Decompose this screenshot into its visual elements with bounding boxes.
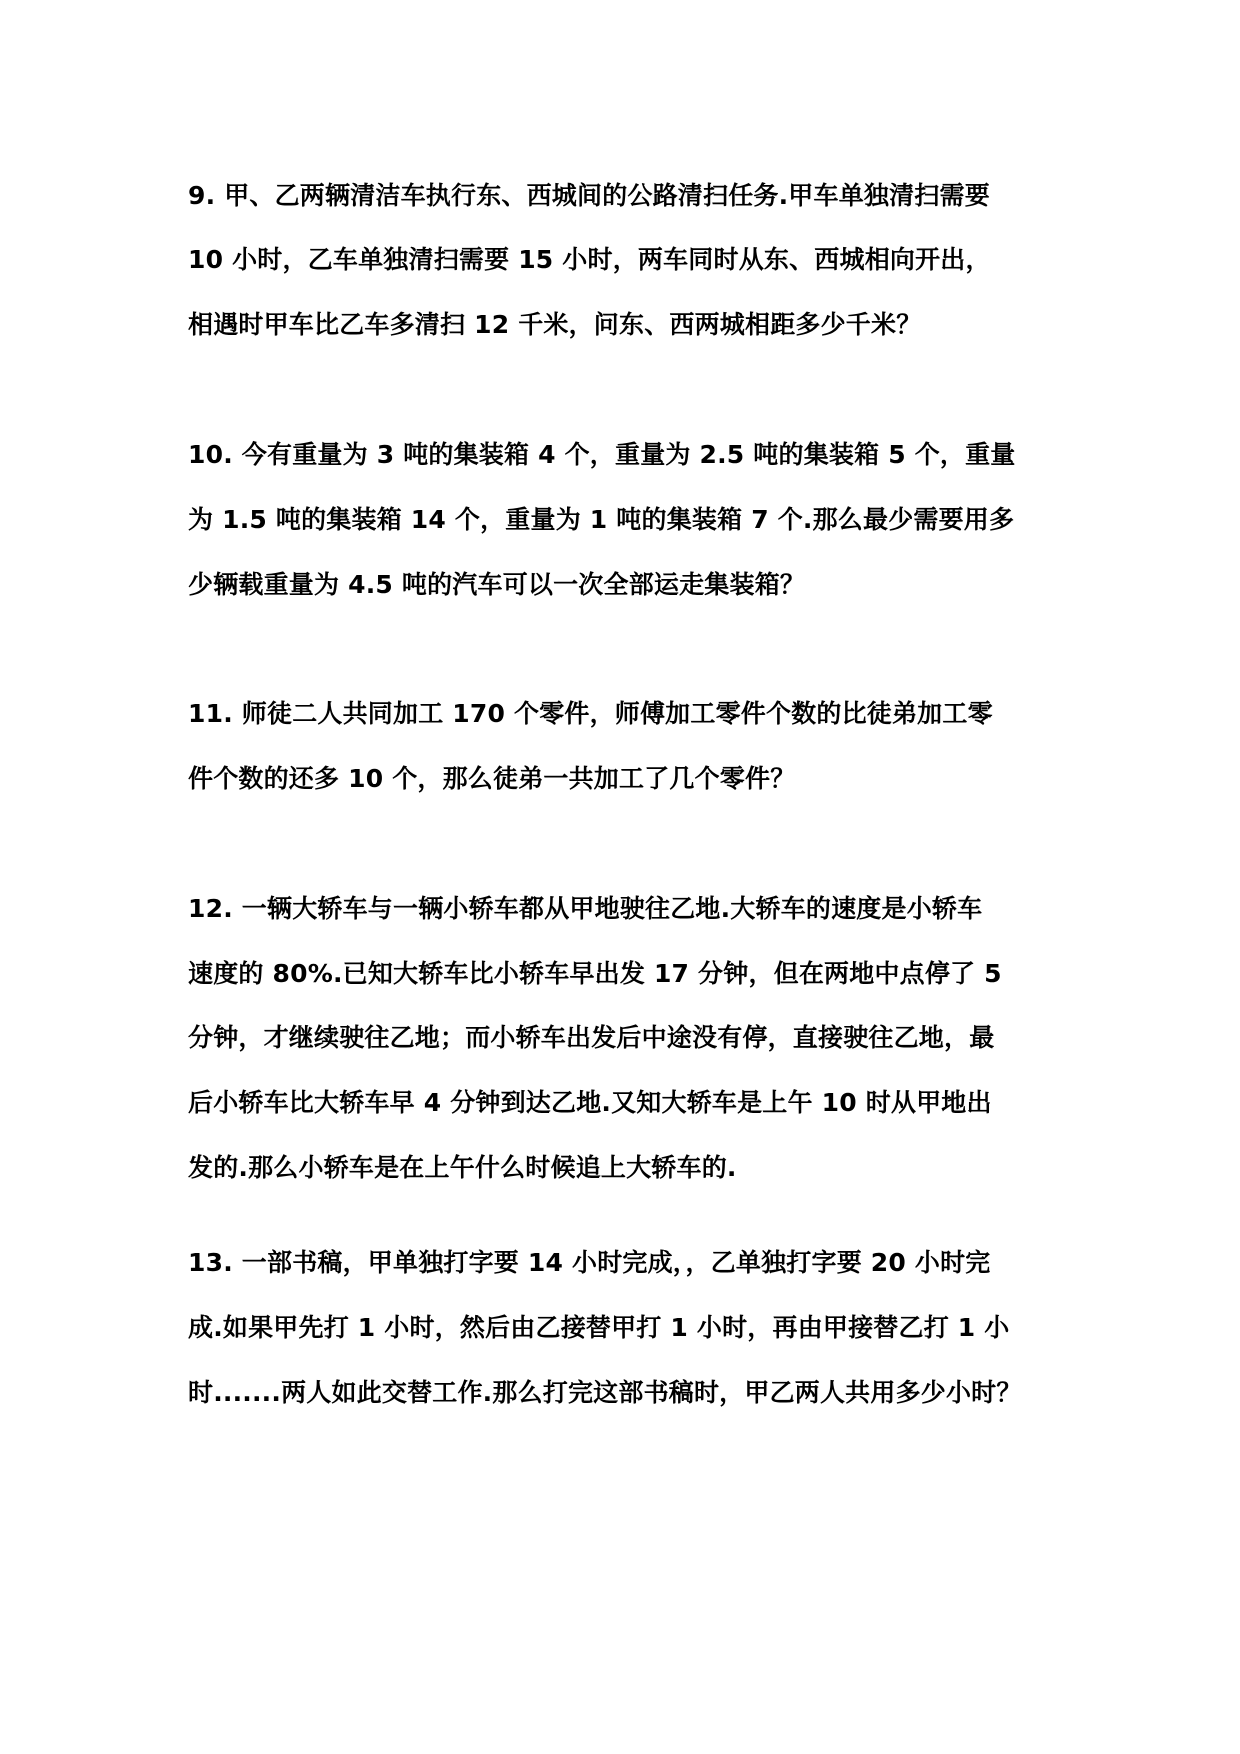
problem-10-line-2: 为 1.5 吨的集装箱 14 个，重量为 1 吨的集装箱 7 个.那么最少需要用多 xyxy=(188,505,1015,534)
problem-11-line-1: 11. 师徒二人共同加工 170 个零件，师傅加工零件个数的比徒弟加工零 xyxy=(188,699,993,728)
problem-9-line-2: 10 小时，乙车单独清扫需要 15 小时，两车同时从东、西城相向开出， xyxy=(188,245,991,274)
problem-12-line-2: 速度的 80%.已知大轿车比小轿车早出发 17 分钟，但在两地中点停了 5 xyxy=(188,959,1002,988)
problem-13-line-3: 时.......两人如此交替工作.那么打完这部书稿时，甲乙两人共用多少小时？ xyxy=(188,1378,1022,1407)
problem-13-line-1: 13. 一部书稿，甲单独打字要 14 小时完成，，乙单独打字要 20 小时完 xyxy=(188,1248,991,1277)
problem-10-line-1: 10. 今有重量为 3 吨的集装箱 4 个，重量为 2.5 吨的集装箱 5 个，重量 xyxy=(188,440,1016,469)
problem-10-line-3: 少辆载重量为 4.5 吨的汽车可以一次全部运走集装箱？ xyxy=(188,570,806,599)
problem-12-line-5: 发的.那么小轿车是在上午什么时候追上大轿车的. xyxy=(188,1153,737,1182)
problem-12-line-3: 分钟，才继续驶往乙地；而小轿车出发后中途没有停，直接驶往乙地，最 xyxy=(188,1023,995,1052)
problem-9-line-3: 相遇时甲车比乙车多清扫 12 千米，问东、西两城相距多少千米？ xyxy=(188,310,922,339)
problem-12-line-1: 12. 一辆大轿车与一辆小轿车都从甲地驶往乙地.大轿车的速度是小轿车 xyxy=(188,894,983,923)
problem-11-line-2: 件个数的还多 10 个，那么徒弟一共加工了几个零件？ xyxy=(188,764,796,793)
problem-13-line-2: 成.如果甲先打 1 小时，然后由乙接替甲打 1 小时，再由甲接替乙打 1 小 xyxy=(188,1313,1010,1342)
problem-9-line-1: 9. 甲、乙两辆清洁车执行东、西城间的公路清扫任务.甲车单独清扫需要 xyxy=(188,181,990,210)
problem-12-line-4: 后小轿车比大轿车早 4 分钟到达乙地.又知大轿车是上午 10 时从甲地出 xyxy=(188,1088,992,1117)
